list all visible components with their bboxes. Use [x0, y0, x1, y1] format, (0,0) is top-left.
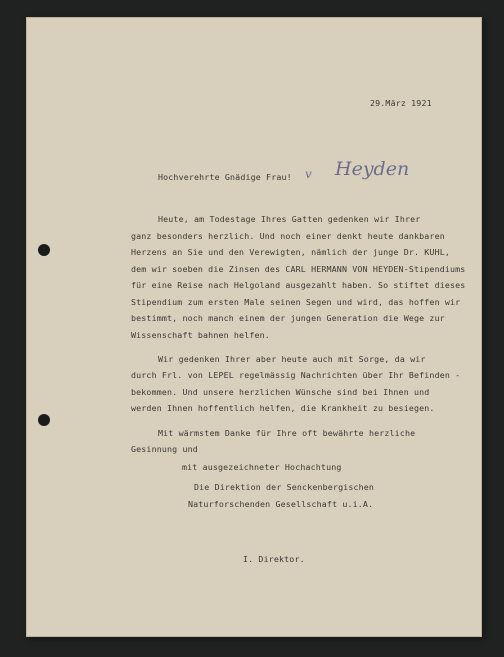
salutation: Hochverehrte Gnädige Frau!: [158, 172, 292, 182]
body-line: werden Ihnen hoffentlich helfen, die Krankheit zu besiegen.: [131, 403, 435, 413]
body-line: Wissenschaft bahnen helfen.: [131, 330, 270, 340]
body-line: Stipendium zum ersten Male seinen Segen und wird, das hoffen wir: [131, 297, 461, 307]
letter-date: 29.März 1921: [370, 98, 432, 108]
body-line: Mit wärmstem Danke für Ihre oft bewährte herzliche: [158, 428, 416, 438]
body-line: bekommen. Und unsere herzlichen Wünsche sind bei Ihnen und: [131, 387, 430, 397]
handwritten-prefix: v: [305, 167, 312, 181]
body-line: durch Frl. von LEPEL regelmässig Nachrichten über Ihr Befinden -: [131, 370, 461, 380]
body-line: Heute, am Todestage Ihres Gatten gedenken wir Ihrer: [158, 214, 421, 224]
signature-line: Die Direktion der Senckenbergischen: [194, 482, 375, 492]
body-line: bestimmt, noch manch einem der jungen Generation die Wege zur: [131, 313, 445, 323]
punch-hole-lower: [38, 414, 50, 426]
body-line: für eine Reise nach Helgoland ausgezahlt haben. So stiftet dieses: [131, 280, 466, 290]
body-line: Herzens an Sie und den Verewigten, nämlich der junge Dr. KUHL,: [131, 247, 450, 257]
body-line: Wir gedenken Ihrer aber heute auch mit Sorge, da wir: [158, 354, 426, 364]
body-line: ganz besonders herzlich. Und noch einer denkt heute dankbaren: [131, 231, 445, 241]
body-line: dem wir soeben die Zinsen des CARL HERMANN VON HEYDEN-Stipendiums: [131, 264, 466, 274]
punch-hole-upper: [38, 244, 50, 256]
closing: mit ausgezeichneter Hochachtung: [182, 462, 342, 472]
signatory: I. Direktor.: [243, 554, 305, 564]
handwritten-name: Heyden: [335, 158, 410, 180]
body-line: Gesinnung und: [131, 444, 198, 454]
signature-line: Naturforschenden Gesellschaft u.i.A.: [188, 499, 374, 509]
letter-page: [26, 17, 482, 637]
